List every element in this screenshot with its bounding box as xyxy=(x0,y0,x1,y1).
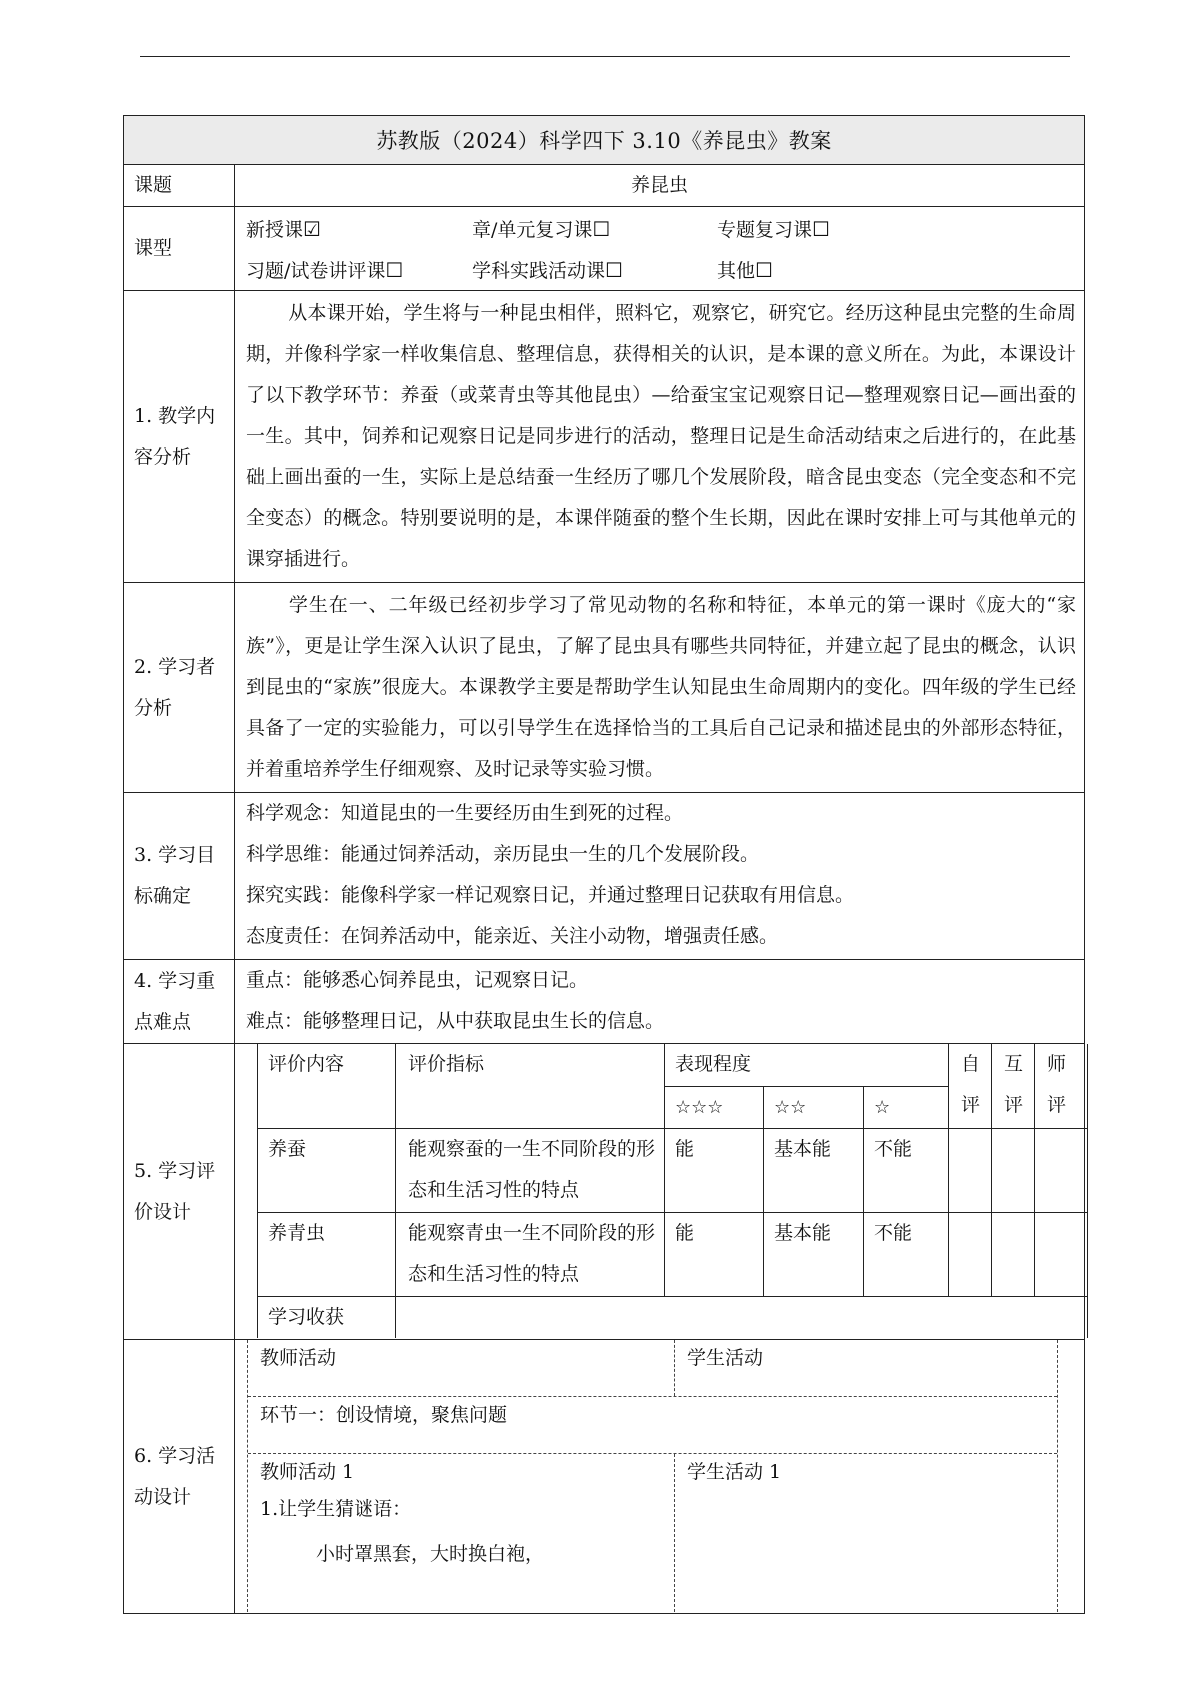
checkbox-icon[interactable]: ☐ xyxy=(755,257,773,282)
header-rule xyxy=(140,56,1070,57)
type-option-exercise[interactable]: 习题/试卷讲评课☐ xyxy=(246,257,404,282)
eval-row-content: 养蚕 xyxy=(258,1128,396,1212)
student-activity-1: 学生活动 1 xyxy=(687,1461,782,1483)
activity-label: 6. 学习活 动设计 xyxy=(124,1340,235,1614)
teacher-activity-1: 教师活动 1 1.让学生猜谜语： 小时罩黑套，大时换白袍， xyxy=(248,1454,675,1612)
lesson-type-options xyxy=(235,207,1085,291)
checkbox-icon[interactable]: ☐ xyxy=(592,216,611,241)
key-point-item: 重点：能够悉心饲养昆虫，记观察日记。 xyxy=(246,969,589,991)
eval-row-indicator: 能观察蚕的一生不同阶段的形态和生活习性的特点 xyxy=(396,1128,665,1212)
eval-row-level1: 不能 xyxy=(864,1128,949,1212)
objective-item: 态度责任：在饲养活动中，能亲近、关注小动物，增强责任感。 xyxy=(246,925,779,947)
eval-row-level2: 基本能 xyxy=(764,1212,864,1296)
student-activity-header: 学生活动 xyxy=(687,1347,764,1369)
type-option-new[interactable]: 新授课☑ xyxy=(246,216,321,241)
eval-row-indicator: 能观察青虫一生不同阶段的形态和生活习性的特点 xyxy=(396,1212,665,1296)
evaluation-label: 5. 学习评 价设计 xyxy=(124,1044,235,1340)
activity-table xyxy=(247,1340,1058,1612)
type-option-practice[interactable]: 学科实践活动课☐ xyxy=(472,257,623,282)
stars-one-icon: ☆ xyxy=(864,1086,949,1128)
content-analysis-label: 1. 教学内 容分析 xyxy=(124,291,235,583)
checkbox-icon[interactable]: ☐ xyxy=(385,257,404,282)
learner-analysis-label: 2. 学习者 分析 xyxy=(124,583,235,793)
checkbox-icon[interactable]: ☐ xyxy=(605,257,623,282)
evaluation-table xyxy=(257,1044,1088,1338)
eval-peer-cell[interactable] xyxy=(992,1212,1035,1296)
eval-header-teacher: 师 评 xyxy=(1035,1044,1088,1128)
eval-row-content: 养青虫 xyxy=(258,1212,396,1296)
eval-row-level1: 不能 xyxy=(864,1212,949,1296)
section-one-title: 环节一：创设情境，聚焦问题 xyxy=(260,1404,508,1426)
stars-two-icon: ☆☆ xyxy=(764,1086,864,1128)
objective-item: 科学思维：能通过饲养活动，亲历昆虫一生的几个发展阶段。 xyxy=(246,843,760,865)
lesson-plan-table xyxy=(123,115,1085,1614)
stars-three-icon: ☆☆☆ xyxy=(665,1086,764,1128)
eval-header-content: 评价内容 xyxy=(258,1044,396,1128)
eval-row-level2: 基本能 xyxy=(764,1128,864,1212)
teacher-activity-header: 教师活动 xyxy=(248,1340,675,1396)
objective-item: 探究实践：能像科学家一样记观察日记，并通过整理日记获取有用信息。 xyxy=(246,884,855,906)
eval-gain-cell[interactable] xyxy=(396,1296,1088,1338)
eval-teacher-cell[interactable] xyxy=(1035,1212,1088,1296)
eval-row-level3: 能 xyxy=(665,1212,764,1296)
eval-header-self: 自 评 xyxy=(949,1044,992,1128)
objectives-label: 3. 学习目 标确定 xyxy=(124,793,235,960)
activity-cell xyxy=(235,1340,1085,1614)
checkbox-icon[interactable]: ☐ xyxy=(812,216,830,241)
evaluation-cell xyxy=(235,1044,1085,1340)
key-points-list xyxy=(235,960,1085,1044)
eval-teacher-cell[interactable] xyxy=(1035,1128,1088,1212)
topic-value: 养昆虫 xyxy=(235,165,1085,207)
eval-gain-label: 学习收获 xyxy=(258,1296,396,1338)
eval-header-indicator: 评价指标 xyxy=(396,1044,665,1128)
eval-row-level3: 能 xyxy=(665,1128,764,1212)
eval-self-cell[interactable] xyxy=(949,1128,992,1212)
key-point-item: 难点：能够整理日记，从中获取昆虫生长的信息。 xyxy=(246,1010,665,1032)
objectives-list xyxy=(235,793,1085,960)
eval-peer-cell[interactable] xyxy=(992,1128,1035,1212)
type-option-other[interactable]: 其他☐ xyxy=(717,257,773,282)
eval-header-performance: 表现程度 xyxy=(665,1044,949,1086)
key-points-label: 4. 学习重 点难点 xyxy=(124,960,235,1044)
content-analysis-text: 从本课开始，学生将与一种昆虫相伴，照料它，观察它，研究它。经历这种昆虫完整的生命周期，并像科学家一样收集信息、整理信息，获得相关的认识，是本课的意义所在。为此，本课设计了以下教学环节：养蚕（或菜青虫等其他昆虫）—给蚕宝宝记观察日记—整理观察日记—画出蚕的一生。其中，饲养和记观察日记是同步进行的活动，整理日记是生命活动结束之后进行的，在此基础上画出蚕的一生，实际上是总结蚕一生经历了哪几个发展阶段，暗含昆虫变态（完全变态和不完全变态）的概念。特别要说明的是，本课伴随蚕的整个生长期，因此在课时安排上可与其他单元的课穿插进行。 xyxy=(235,291,1085,583)
learner-analysis-text: 学生在一、二年级已经初步学习了常见动物的名称和特征，本单元的第一课时《庞大的“家族”》，更是让学生深入认识了昆虫，了解了昆虫具有哪些共同特征，并建立起了昆虫的概念，认识到昆虫的“家族”很庞大。本课教学主要是帮助学生认知昆虫生命周期内的变化。四年级的学生已经具备了一定的实验能力，可以引导学生在选择恰当的工具后自己记录和描述昆虫的外部形态特征，并着重培养学生仔细观察、及时记录等实验习惯。 xyxy=(235,583,1085,793)
type-label: 课型 xyxy=(124,207,235,291)
type-option-unit-review[interactable]: 章/单元复习课☐ xyxy=(472,216,611,241)
topic-label: 课题 xyxy=(124,165,235,207)
eval-header-peer: 互 评 xyxy=(992,1044,1035,1128)
type-option-topic-review[interactable]: 专题复习课☐ xyxy=(717,216,830,241)
eval-self-cell[interactable] xyxy=(949,1212,992,1296)
checked-box-icon[interactable]: ☑ xyxy=(303,216,321,241)
document-title: 苏教版（2024）科学四下 3.10《养昆虫》教案 xyxy=(124,116,1085,165)
objective-item: 科学观念：知道昆虫的一生要经历由生到死的过程。 xyxy=(246,802,684,824)
